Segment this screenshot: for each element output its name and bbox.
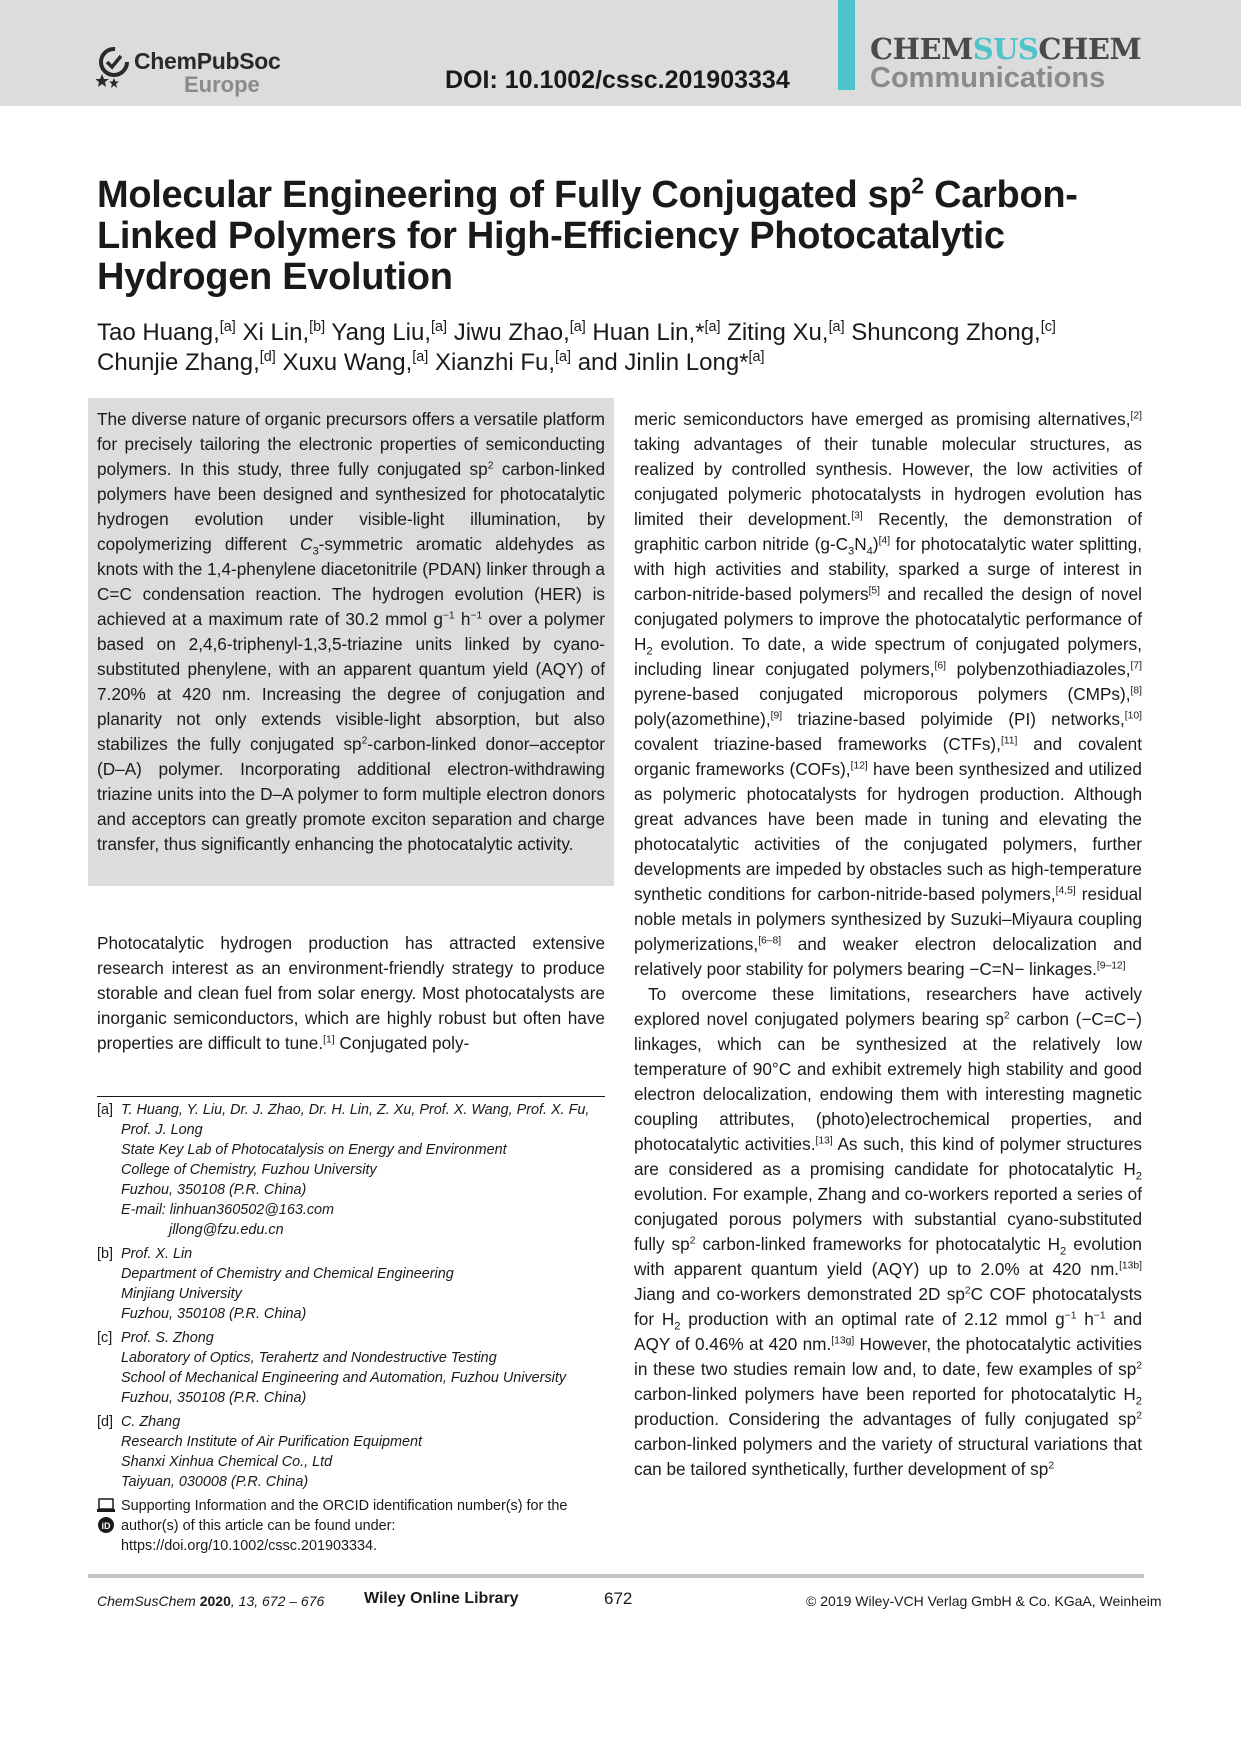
subscript: 2 — [646, 645, 653, 658]
article-section: Communications — [870, 62, 1106, 94]
author-name: Tao Huang, — [97, 319, 220, 346]
journal-name-part: CHEM — [1038, 32, 1142, 66]
title-line: Molecular Engineering of Fully Conjugated sp — [97, 174, 912, 216]
affiliation-tag: [d] — [97, 1414, 113, 1430]
abstract-text: h — [454, 609, 471, 629]
abstract-text: C — [300, 534, 313, 554]
footer-journal: ChemSusChem — [97, 1593, 196, 1609]
page-header — [0, 0, 1241, 106]
affiliation-line: Prof. X. Lin — [121, 1246, 193, 1262]
support-text: author(s) of this article can be found under: — [121, 1518, 396, 1534]
author-name: Shuncong Zhong, — [851, 319, 1041, 346]
citation[interactable]: [7] — [1130, 660, 1142, 672]
affiliation-line: Fuzhou, 350108 (P.R. China) — [121, 1390, 307, 1406]
body-text: for photocatalytic water splitting, with high activities and stability, sparked a surge of interest in carbon-nitride-based polymers — [634, 534, 1142, 604]
superscript: −1 — [470, 610, 483, 622]
affiliation-line: Taiyuan, 030008 (P.R. China) — [121, 1474, 309, 1490]
author-affiliation: [a] — [828, 319, 845, 335]
author-affiliation: [a] — [431, 319, 448, 335]
author-name: Xuxu Wang, — [282, 349, 413, 376]
superscript: 2 — [361, 735, 368, 747]
abstract-text: -symmetric aromatic aldehydes as knots with the 1,4-phenylene diacetonitrile (PDAN) linker through a C=C condensation reaction. The hydrogen evolution (HER) is achieved at a maximum rate of 30.2 mmol g — [97, 534, 605, 629]
citation[interactable]: [11] — [1000, 735, 1018, 747]
citation[interactable]: [9–12] — [1096, 960, 1126, 972]
author-affiliation: [b] — [309, 319, 326, 335]
citation[interactable]: [3] — [851, 510, 863, 522]
body-text: evolution. To date, a wide spectrum of conjugated polymers, including linear conjugated polymers, — [634, 634, 1142, 679]
author-name: Xianzhi Fu, — [434, 349, 556, 376]
article-title — [97, 172, 1137, 298]
computer-icon — [99, 1499, 113, 1509]
author-name: Yang Liu, — [331, 319, 432, 346]
affiliation-line: State Key Lab of Photocatalysis on Energy and Environment — [121, 1142, 507, 1158]
body-text: carbon-linked frameworks for photocatalytic H — [695, 1234, 1060, 1254]
affiliation-tag: [b] — [97, 1246, 113, 1262]
body-text: evolution. For example, Zhang and co-workers reported a series of conjugated porous polymers with substantial cyano-substituted fully sp — [634, 1184, 1142, 1254]
author — [435, 349, 571, 376]
body-text: taking advantages of their tunable molecular structures, as realized by controlled synthesis. However, the low activities of conjugated polymeric photocatalysts in hydrogen evolution has limited their development. — [634, 434, 1142, 529]
footer-year: 2020 — [199, 1593, 231, 1609]
support-text: Supporting Information and the ORCID identification number(s) for the — [121, 1498, 568, 1514]
affiliation-line: Fuzhou, 350108 (P.R. China) — [121, 1182, 307, 1198]
body-text: Conjugated poly- — [334, 1033, 470, 1053]
affiliation-d — [97, 1412, 617, 1492]
superscript: 2 — [1003, 1010, 1010, 1022]
footer-volume-pages: , 13, 672 – 676 — [230, 1593, 325, 1609]
author — [282, 349, 428, 376]
affiliation-divider — [97, 1096, 605, 1097]
author — [727, 319, 844, 346]
body-text: carbon-linked polymers have been reported for photocatalytic H — [634, 1384, 1136, 1404]
author — [97, 349, 276, 376]
affiliation-tag: [a] — [97, 1102, 113, 1118]
superscript: 2 — [487, 460, 494, 472]
affiliation-line: School of Mechanical Engineering and Automation, Fuzhou University — [121, 1370, 567, 1386]
body-paragraph — [634, 982, 1142, 1482]
affiliation-line: Laboratory of Optics, Terahertz and Nondestructive Testing — [121, 1350, 497, 1366]
body-text: triazine-based polyimide (PI) networks, — [782, 709, 1125, 729]
supporting-info-note — [97, 1496, 617, 1556]
supporting-info-icons — [97, 1498, 115, 1538]
author — [851, 319, 1056, 346]
author-affiliation: [d] — [259, 349, 276, 365]
superscript: 2 — [1136, 1410, 1142, 1422]
body-text: production with an optimal rate of 2.12 mmol g — [680, 1309, 1065, 1329]
body-text: To overcome these limitations, researchers have actively explored novel conjugated polymers bearing sp — [634, 984, 1142, 1029]
body-text: poly(azomethine), — [634, 709, 771, 729]
author-name: Jiwu Zhao, — [453, 319, 570, 346]
citation[interactable]: [5] — [868, 585, 881, 597]
page-number: 672 — [604, 1589, 633, 1608]
citation[interactable]: [8] — [1130, 685, 1142, 697]
superscript: 2 — [964, 1285, 971, 1297]
affiliation-line: C. Zhang — [121, 1414, 181, 1430]
affiliation-line: Department of Chemistry and Chemical Engineering — [121, 1266, 454, 1282]
affiliation-line: Prof. J. Long — [121, 1122, 203, 1138]
journal-name-part: CHEM — [870, 32, 973, 66]
title-line: Hydrogen Evolution — [97, 256, 453, 298]
affiliation-line: Prof. S. Zhong — [121, 1330, 214, 1346]
author — [454, 319, 586, 346]
wiley-online-library-link[interactable]: Wiley Online Library — [364, 1590, 519, 1607]
journal-name — [870, 32, 1141, 66]
author-name: Ziting Xu, — [727, 319, 829, 346]
abstract-text: over a polymer based on 2,4,6-triphenyl-1,3,5-triazine units linked by cyano-substituted phenylene, with an apparent quantum yield (AQY) of 7.20% at 420 nm. Increasing the degree of conjugation and planarity not only extends visible-light absorption, but also stabilizes the fully conjugated sp — [97, 609, 605, 754]
author-name: and Jinlin Long* — [577, 349, 749, 376]
citation[interactable]: [12] — [850, 760, 868, 772]
affiliation-line: Fuzhou, 350108 (P.R. China) — [121, 1306, 307, 1322]
author-name: Huan Lin,* — [592, 319, 705, 346]
citation[interactable]: [4] — [878, 535, 891, 547]
copyright-notice: © 2019 Wiley-VCH Verlag GmbH & Co. KGaA, Weinheim — [806, 1593, 1162, 1609]
body-text: polybenzothiadiazoles, — [945, 659, 1131, 679]
body-text: C COF photocatalysts for H — [634, 1284, 1142, 1329]
subscript: 2 — [1135, 1395, 1142, 1408]
subscript: 3 — [312, 545, 319, 558]
title-line: Carbon- — [923, 174, 1078, 216]
citation[interactable]: [13] — [815, 1135, 833, 1147]
body-text: evolution with apparent quantum yield (AQY) up to 2.0% at 420 nm. — [634, 1234, 1142, 1279]
body-text: N — [854, 534, 867, 554]
body-text: meric semiconductors have emerged as promising alternatives, — [634, 409, 1131, 429]
affiliation-email[interactable]: E-mail: linhuan360502@163.com — [121, 1202, 335, 1218]
journal-accent-bar — [838, 0, 855, 90]
subscript: 2 — [674, 1320, 681, 1333]
publisher-region: Europe — [184, 72, 260, 97]
citation[interactable]: [6] — [934, 660, 946, 672]
affiliation-c — [97, 1328, 617, 1408]
superscript: −1 — [1093, 1310, 1106, 1322]
body-text: covalent triazine-based frameworks (CTFs), — [634, 734, 1001, 754]
publisher-name: ChemPubSoc — [134, 48, 281, 74]
chempubsoc-logo — [96, 44, 296, 97]
author-list — [97, 318, 1157, 378]
citation[interactable]: [4,5] — [1055, 885, 1076, 897]
author-affiliation: [a] — [704, 319, 721, 335]
superscript: −1 — [442, 610, 455, 622]
body-text: ) — [872, 534, 879, 554]
subscript: 2 — [1059, 1245, 1067, 1258]
body-text: Jiang and co-workers demonstrated 2D sp — [634, 1284, 965, 1304]
author — [578, 349, 765, 376]
affiliation-a — [97, 1100, 617, 1240]
subscript: 3 — [848, 545, 855, 558]
body-text: and covalent organic frameworks (COFs), — [634, 734, 1143, 779]
body-text: pyrene-based conjugated microporous polymers (CMPs), — [634, 684, 1131, 704]
body-text: carbon (−C=C−) linkages, which can be synthesized at the relatively low temperature of 90°C and exhibit extremely high stability and good electron delocalization, endowing them with interesting magnetic coupling attributes, (photo)electrochemical properties, and photocatalytic activities. — [634, 1009, 1142, 1154]
body-text: have been synthesized and utilized as polymeric photocatalysts for hydrogen production. Although great advances have been made in tuning and elevating the photocatalytic activities of the conjugated polymers, further developments are impeded by obstacles such as high-temperature synthetic conditions for carbon-nitride-based polymers, — [634, 759, 1142, 904]
abstract-text: The diverse nature of organic precursors offers a versatile platform for precisely tailoring the electronic properties of semiconducting polymers. In this study, three fully conjugated sp — [97, 409, 605, 479]
author-affiliation: [c] — [1040, 319, 1056, 335]
body-text: production. Considering the advantages of fully conjugated sp — [634, 1409, 1137, 1429]
body-paragraph — [634, 407, 1142, 982]
affiliation-line: College of Chemistry, Fuzhou University — [121, 1162, 377, 1178]
affiliation-line: Shanxi Xinhua Chemical Co., Ltd — [121, 1454, 333, 1470]
citation[interactable]: [9] — [770, 710, 783, 722]
footer-citation — [97, 1593, 324, 1609]
author-affiliation: [a] — [219, 319, 236, 335]
citation[interactable]: [10] — [1124, 710, 1142, 722]
body-text: and AQY of 0.46% at 420 nm. — [634, 1309, 1143, 1354]
subscript: 4 — [866, 545, 873, 558]
affiliation-line: Research Institute of Air Purification Equipment — [121, 1434, 423, 1450]
affiliation-tag: [c] — [97, 1330, 113, 1346]
abstract-text: carbon-linked polymers have been designed and synthesized for photocatalytic hydrogen evolution under visible-light illumination, by copolymerizing different — [97, 459, 605, 554]
body-text: As such, this kind of polymer structures are considered as a promising candidate for photocatalytic H — [634, 1134, 1142, 1179]
citation[interactable]: [2] — [1130, 410, 1142, 422]
body-text: Photocatalytic hydrogen production has attracted extensive research interest as an environment-friendly strategy to produce storable and clean fuel from solar energy. Most photocatalysts are inorganic semiconductors, which are highly robust but often have properties are difficult to tune. — [97, 933, 605, 1053]
author-affiliation: [a] — [748, 349, 765, 365]
svg-text:iD: iD — [101, 1521, 111, 1531]
citation[interactable]: [6–8] — [758, 935, 782, 947]
citation[interactable]: [13b] — [1119, 1260, 1142, 1272]
affiliation-b — [97, 1244, 617, 1324]
superscript: 2 — [1136, 1360, 1142, 1372]
title-sup: 2 — [911, 172, 924, 199]
abstract-text: -carbon-linked donor–acceptor (D–A) polymer. Incorporating additional electron-withdrawing triazine units into the D–A polymer to form multiple electron donors and acceptors can greatly promote exciton separation and charge transfer, thus significantly enhancing the photocatalytic activity. — [97, 734, 606, 854]
body-text: h — [1076, 1309, 1094, 1329]
title-line: Linked Polymers for High-Efficiency Photocatalytic — [97, 215, 1005, 257]
author-name: Xi Lin, — [242, 319, 310, 346]
superscript: −1 — [1064, 1310, 1077, 1322]
body-text: and recalled the design of novel conjugated polymers to improve the photocatalytic performance of H — [634, 584, 1143, 654]
body-text: residual noble metals in polymers synthesized by Suzuki–Miyaura coupling polymerizations, — [634, 884, 1142, 954]
body-text: Recently, the demonstration of graphitic carbon nitride (g-C — [634, 509, 1142, 554]
author — [592, 319, 720, 346]
author — [97, 319, 236, 346]
author — [242, 319, 325, 346]
supporting-info-link[interactable]: https://doi.org/10.1002/cssc.201903334. — [121, 1538, 378, 1554]
affiliation-line: Minjiang University — [121, 1286, 242, 1302]
intro-paragraph — [97, 931, 605, 1056]
abstract — [97, 407, 605, 857]
right-column — [634, 407, 1142, 1482]
citation[interactable]: [13g] — [831, 1335, 855, 1347]
affiliations — [97, 1100, 617, 1556]
author-affiliation: [a] — [412, 349, 429, 365]
citation[interactable]: [1] — [323, 1034, 335, 1046]
author-name: Chunjie Zhang, — [97, 349, 260, 376]
chempubsoc-logo-icon — [96, 44, 138, 90]
affiliation-email[interactable]: jllong@fzu.edu.cn — [169, 1222, 284, 1238]
journal-name-part: SUS — [972, 32, 1039, 66]
article-doi: DOI: 10.1002/cssc.201903334 — [445, 66, 790, 94]
superscript: 2 — [689, 1235, 696, 1247]
author — [331, 319, 447, 346]
body-text: carbon-linked polymers and the variety of structural variations that can be tailored synthetically, further development of sp — [634, 1434, 1142, 1479]
author-affiliation: [a] — [569, 319, 586, 335]
affiliation-line: T. Huang, Y. Liu, Dr. J. Zhao, Dr. H. Lin, Z. Xu, Prof. X. Wang, Prof. X. Fu, — [121, 1102, 590, 1118]
body-text: However, the photocatalytic activities in these two studies remain low and, to date, few examples of sp — [634, 1334, 1142, 1379]
author-affiliation: [a] — [555, 349, 572, 365]
body-text: and weaker electron delocalization and relatively poor stability for polymers bearing −C=N− linkages. — [634, 934, 1142, 979]
footer-rule — [88, 1574, 1144, 1578]
subscript: 2 — [1135, 1170, 1142, 1183]
superscript: 2 — [1048, 1460, 1055, 1472]
